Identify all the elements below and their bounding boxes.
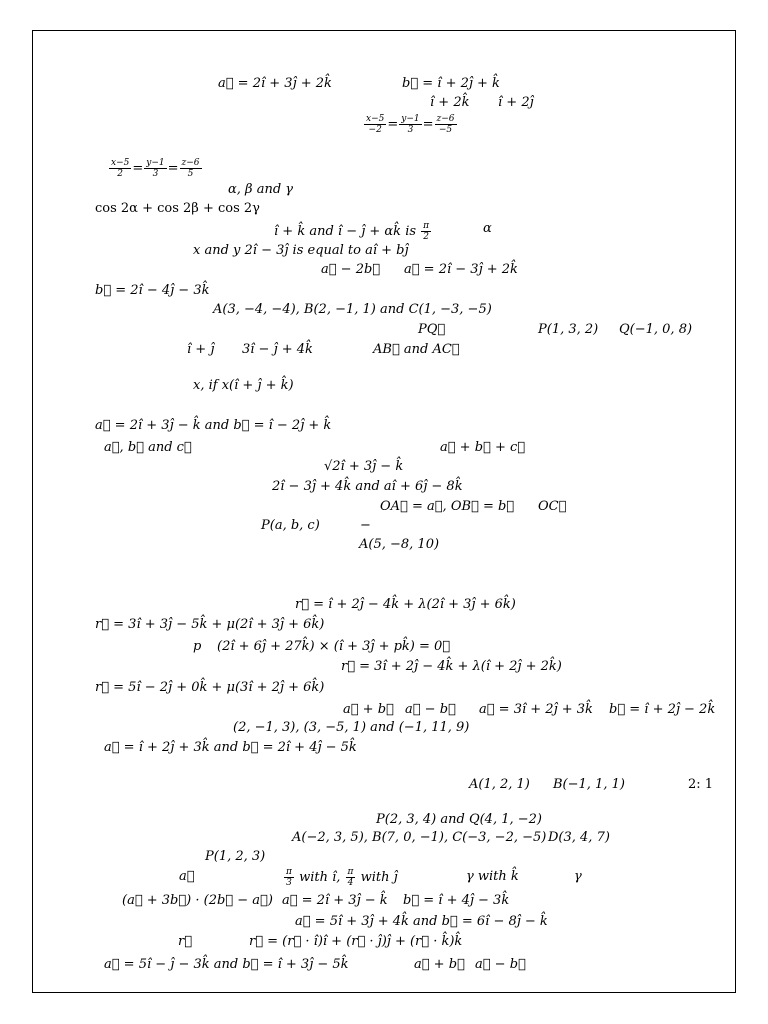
fraction-numerator: π (423, 221, 430, 231)
vector-expression: √2î + 3ĵ − k̂ (324, 459, 404, 474)
vector-a-definition: a⃗ = 2î + 3ĵ + 2k̂ (218, 76, 332, 91)
three-points: (2, −1, 3), (3, −5, 1) and (−1, 11, 9) (233, 720, 470, 735)
vector-b-definition: b⃗ = î + 2ĵ − 2k̂ (609, 702, 716, 717)
fraction-numerator: y−1 (146, 158, 165, 168)
line-vector-equation: r⃗ = î + 2ĵ − 4k̂ + λ(2î + 3ĵ + 6k̂) (295, 597, 516, 612)
vector-difference: a⃗ − b⃗ (405, 702, 456, 717)
vector-sum: a⃗ + b⃗ + c⃗ (440, 440, 526, 455)
vector-a-symbol: a⃗ (179, 869, 195, 884)
collinear-vectors: 2î − 3ĵ + 4k̂ and aî + 6ĵ − 8k̂ (272, 479, 463, 494)
vectors-a-b-definition: a⃗ = 5î − ĵ − 3k̂ and b⃗ = î + 3ĵ − 5k̂ (104, 957, 349, 972)
cosine-expression: cos 2α + cos 2β + cos 2γ (95, 201, 260, 216)
vector-expression: î + ĵ (187, 342, 215, 357)
fraction-numerator: z−6 (181, 158, 200, 168)
vector-expression: î + 2ĵ (498, 95, 534, 110)
fraction-numerator: π (286, 867, 292, 877)
line-equation-symmetric: $\frac{x-5}{-2}$ = $\frac{y-1}{3}$ = $\frac{z-6}{-5}$ (366, 114, 455, 135)
line-vector-equation: r⃗ = 3î + 2ĵ − 4k̂ + λ(î + 2ĵ + 2k̂) (341, 659, 562, 674)
fraction-denominator: 2 (423, 232, 429, 242)
point-a: A(1, 2, 1) (469, 777, 530, 792)
vector-oc: OC⃗ (538, 499, 567, 514)
vector-b-definition: b⃗ = 2î − 4ĵ − 3k̂ (95, 283, 210, 298)
point-p-abc: P(a, b, c) (261, 518, 320, 533)
vectors-ab-ac: AB⃗ and AC⃗ (373, 342, 460, 357)
points-p-q: P(2, 3, 4) and Q(4, 1, −2) (376, 812, 542, 827)
fraction-numerator: z−6 (436, 114, 455, 124)
point-p: P(1, 3, 2) (538, 322, 599, 337)
vector-pq: PQ⃗ (418, 322, 446, 337)
vectors-a-b-definition: a⃗ = 5î + 3ĵ + 4k̂ and b⃗ = 6î − 8ĵ − k̂ (295, 914, 548, 929)
direction-angles: α, β and γ (228, 182, 294, 197)
fraction-numerator: y−1 (401, 114, 420, 124)
alpha-symbol: α (483, 221, 492, 236)
fraction-denominator: 2 (117, 169, 124, 179)
vector-expression: î + k̂ and î − ĵ + αk̂ is (274, 224, 417, 239)
vector-sum: a⃗ + b⃗ (343, 702, 394, 717)
vector-a-definition: a⃗ = 2î − 3ĵ + 2k̂ (404, 262, 518, 277)
variable-p: p (193, 639, 202, 654)
point-d: D(3, 4, 7) (548, 830, 610, 845)
fraction-denominator: 3 (152, 169, 159, 179)
fraction-denominator: 5 (187, 169, 194, 179)
fraction-numerator: x−5 (366, 114, 385, 124)
fraction-numerator: π (347, 867, 354, 877)
angle-between-vectors (274, 221, 432, 242)
vector-expression: î + 2k̂ (430, 95, 470, 110)
dot-product-expression: (a⃗ + 3b⃗) · (2b⃗ − a⃗) (122, 893, 273, 908)
fraction-denominator: 3 (407, 125, 414, 135)
vector-equality-statement: x and y 2î − 3ĵ is equal to aî + bĵ (193, 243, 409, 258)
fraction-denominator: −2 (368, 125, 382, 135)
vector-b-definition: b⃗ = î + 2ĵ + k̂ (402, 76, 500, 91)
position-vectors: OA⃗ = a⃗, OB⃗ = b⃗ (380, 499, 515, 514)
line-vector-equation: r⃗ = 3î + 3ĵ − 5k̂ + μ(2î + 3ĵ + 6k̂) (95, 617, 325, 632)
angle-text: with ĵ (360, 870, 398, 885)
fraction-denominator: 4 (347, 878, 354, 888)
point-q: Q(−1, 0, 8) (619, 322, 693, 337)
ratio: 2: 1 (688, 777, 714, 792)
points-abc: A(−2, 3, 5), B(7, 0, −1), C(−3, −2, −5) (292, 830, 547, 845)
vector-expression: a⃗ − 2b⃗ (321, 262, 381, 277)
line-vector-equation: r⃗ = 5î − 2ĵ + 0k̂ + μ(3î + 2ĵ + 6k̂) (95, 680, 325, 695)
fraction-denominator: 3 (286, 878, 292, 888)
point-a: A(5, −8, 10) (359, 537, 440, 552)
vectors-a-b-definition: a⃗ = î + 2ĵ + 3k̂ and b⃗ = 2î + 4ĵ − 5k̂ (104, 740, 357, 755)
vector-expression: 3î − ĵ + 4k̂ (242, 342, 313, 357)
point-p: P(1, 2, 3) (205, 849, 266, 864)
vector-decomposition: r⃗ = (r⃗ · î)î + (r⃗ · ĵ)ĵ + (r⃗ · k̂)k̂ (249, 934, 463, 949)
angle-text: with î, (299, 870, 341, 885)
vector-b-definition: b⃗ = î + 4ĵ − 3k̂ (403, 893, 510, 908)
vector-sum: a⃗ + b⃗ (414, 957, 465, 972)
line-equation-symmetric: $\frac{x-5}{2}$ = $\frac{y-1}{3}$ = $\frac{z-6}{5}$ (111, 158, 200, 179)
vectors-a-b-definition: a⃗ = 2î + 3ĵ − k̂ and b⃗ = î − 2ĵ + k̂ (95, 418, 332, 433)
point-b: B(−1, 1, 1) (553, 777, 625, 792)
cross-product-equation: (2î + 6ĵ + 27k̂) × (î + 3ĵ + pk̂) = 0⃗ (217, 639, 451, 654)
angle-text: γ with k̂ (466, 869, 519, 884)
dash-symbol: − (360, 518, 371, 533)
angle-conditions (283, 867, 398, 888)
fraction-numerator: x−5 (111, 158, 130, 168)
vector-a-definition: a⃗ = 2î + 3ĵ − k̂ (282, 893, 388, 908)
fraction-denominator: −5 (438, 125, 453, 135)
vector-r-symbol: r⃗ (178, 934, 193, 949)
unit-vector-condition: x, if x(î + ĵ + k̂) (193, 378, 294, 393)
gamma-symbol: γ (574, 869, 582, 884)
vector-difference: a⃗ − b⃗ (475, 957, 526, 972)
vector-a-definition: a⃗ = 3î + 2ĵ + 3k̂ (479, 702, 593, 717)
vectors-abc: a⃗, b⃗ and c⃗ (104, 440, 192, 455)
points-abc: A(3, −4, −4), B(2, −1, 1) and C(1, −3, −5) (213, 302, 492, 317)
